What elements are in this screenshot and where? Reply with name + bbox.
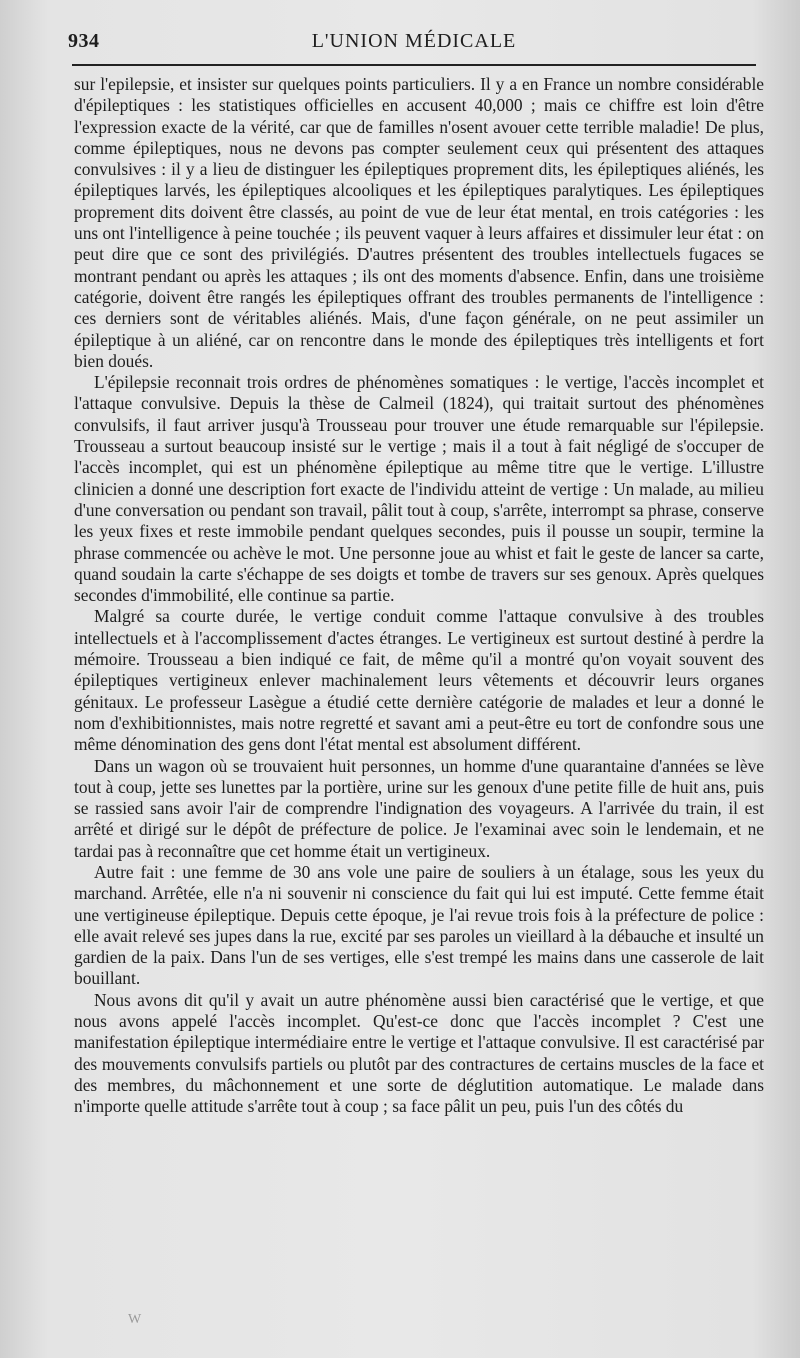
paragraph: Dans un wagon où se trouvaient huit personnes, un homme d'une quarantaine d'années se lève tout à coup, jette ses lunettes par la portière, urine sur les genoux d'une petite fille de huit ans, puis se rassied sans avoir l'air de comprendre l'indignation des voyageurs. A l'arrivée du train, il est arrêté et dirigé sur le dépôt de préfecture de police. Je l'examinai avec soin le lendemain, et ne tardai pas à reconnaître que cet homme était un vertigineux. — [74, 755, 764, 861]
page-number: 934 — [68, 30, 100, 52]
paragraph: Autre fait : une femme de 30 ans vole une paire de souliers à un étalage, sous les yeux du marchand. Arrêtée, elle n'a ni souvenir ni conscience du fait qui lui est imputé. Cette femme était une vertigineuse épileptique. Depuis cette époque, je l'ai revue trois fois à la préfecture de police : elle avait relevé ses jupes dans la rue, excité par ses paroles un vieillard à la débauche et insulté un gardien de la paix. Dans l'un de ses vertiges, elle s'est trempé les mains dans une casserole de lait bouillant. — [74, 861, 764, 989]
paragraph: sur l'epilepsie, et insister sur quelques points particuliers. Il y a en France un nombre considérable d'épileptiques : les statistiques officielles en accusent 40,000 ; mais ce chiffre est loin d'être l'expression exacte de la vérité, car que de familles n'osent avouer cette terrible maladie! De plus, comme épileptiques, nous ne devons pas compter seulement ceux qui présentent des attaques convulsives : il y a lieu de distinguer les épileptiques proprement dits, les épileptiques aliénés, les épileptiques larvés, les épileptiques alcooliques et les épileptiques paralytiques. Les épileptiques proprement dits doivent être classés, au point de vue de leur état mental, en trois catégories : les uns ont l'intelligence à peine touchée ; ils peuvent vaquer à leurs affaires et dissimuler leur état : on peut dire que ce sont des privilégiés. D'autres présentent des troubles intellectuels fugaces se montrant pendant ou après les attaques ; ils ont des moments d'absence. Enfin, dans une troisième catégorie, doivent être rangés les épileptiques offrant des troubles permanents de l'intelligence : ces derniers sont de véritables aliénés. Mais, d'une façon générale, on ne peut assimiler un épileptique à un aliéné, car on rencontre dans le monde des épileptiques très intelligents et fort bien doués. — [74, 74, 764, 371]
page-header — [68, 30, 760, 60]
header-rule — [72, 64, 756, 66]
paragraph: L'épilepsie reconnait trois ordres de phénomènes somatiques : le vertige, l'accès incomplet et l'attaque convulsive. Depuis la thèse de Calmeil (1824), qui traitait surtout des phénomènes convulsifs, il faut arriver jusqu'à Trousseau pour trouver une étude remarquable sur l'épilepsie. Trousseau a surtout beaucoup insisté sur le vertige ; mais il a tout à fait négligé de s'occuper de l'accès incomplet, qui est un phénomène épileptique au même titre que le vertige. L'illustre clinicien a donné une description fort exacte de l'individu atteint de vertige : Un malade, au milieu d'une conversation ou pendant son travail, pâlit tout à coup, s'arrête, interrompt sa phrase, conserve les yeux fixes et reste immobile pendant quelques secondes, puis il pousse un soupir, termine la phrase commencée ou achève le mot. Une personne joue au whist et fait le geste de lancer sa carte, quand soudain la carte s'échappe de ses doigts et tombe de travers sur ses genoux. Après quelques secondes d'immobilité, elle continue sa partie. — [74, 372, 764, 606]
paragraph: Nous avons dit qu'il y avait un autre phénomène aussi bien caractérisé que le vertige, et que nous avons appelé l'accès incomplet. Qu'est-ce donc que l'accès incomplet ? C'est une manifestation épileptique intermédiaire entre le vertige et l'attaque convulsive. Il est caractérisé par des mouvements convulsifs partiels ou plutôt par des contractures de certains muscles de la face et des membres, du mâchonnement et une sorte de déglutition automatique. Le malade dans n'importe quelle attitude s'arrête tout à coup ; sa face pâlit un peu, puis l'un des côtés du — [74, 989, 764, 1117]
article-body — [74, 74, 764, 1118]
paragraph: Malgré sa courte durée, le vertige conduit comme l'attaque convulsive à des troubles intellectuels et à l'accomplissement d'actes étranges. Le vertigineux est surtout destiné à perdre la mémoire. Trousseau a bien indiqué ce fait, de même qu'il a montré qu'on voyait souvent des épileptiques vertigineux enlever machinalement leurs vêtements et découvrir leurs organes génitaux. Le professeur Lasègue a étudié cette dernière catégorie de malades et leur a donné le nom d'exhibitionnistes, mais notre regretté et savant ami a peut-être eu tort de confondre sous une même dénomination des gens dont l'état mental est absolument différent. — [74, 606, 764, 755]
running-title: L'UNION MÉDICALE — [311, 30, 517, 52]
footer-mark: W — [128, 1312, 142, 1327]
